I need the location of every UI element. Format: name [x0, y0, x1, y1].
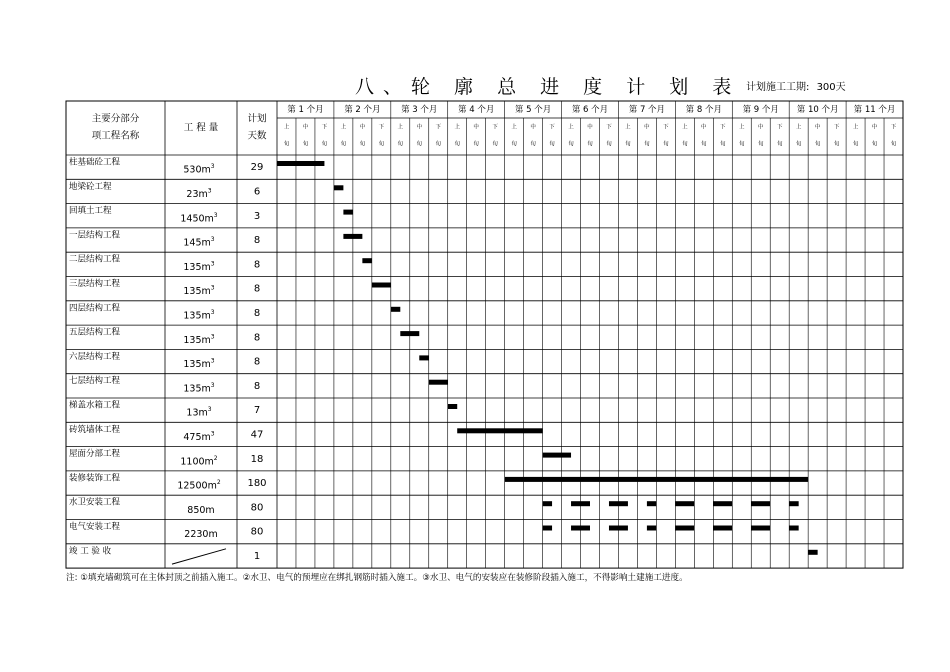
gantt-bar — [647, 526, 656, 531]
subperiod-label: 旬 — [511, 141, 517, 148]
month-label: 第 9 个月 — [742, 105, 779, 115]
task-quantity: $12500m^2$ — [177, 478, 221, 492]
gantt-bar — [400, 331, 419, 336]
subperiod-label: 上 — [795, 124, 802, 131]
task-quantity: $23m^3$ — [186, 186, 212, 200]
gantt-bar — [571, 501, 590, 506]
subperiod-label: 旬 — [795, 141, 802, 148]
gantt-bar — [713, 501, 732, 506]
task-quantity: $13m^3$ — [186, 405, 212, 419]
header-item-name: 项工程名称 — [91, 130, 140, 142]
subperiod-label: 旬 — [473, 141, 479, 148]
subperiod-label: 下 — [321, 124, 328, 131]
task-name: 二层结构工程 — [69, 254, 121, 265]
task-name: 七层结构工程 — [69, 376, 121, 387]
subperiod-label: 下 — [833, 124, 840, 131]
month-label: 第 10 个月 — [796, 105, 839, 115]
task-name: 回填土工程 — [69, 206, 112, 217]
header-quantity: 工 程 量 — [183, 122, 219, 134]
month-label: 第 1 个月 — [287, 105, 324, 115]
subperiod-label: 旬 — [283, 141, 290, 148]
task-quantity: $135m^3$ — [183, 284, 215, 298]
subperiod-label: 下 — [435, 124, 442, 131]
gantt-bar — [372, 283, 391, 288]
task-days: 29 — [250, 162, 264, 174]
task-days: 8 — [253, 259, 261, 271]
gantt-bar — [609, 501, 628, 506]
subperiod-label: 中 — [302, 124, 309, 131]
task-days: 6 — [253, 186, 261, 198]
subperiod-label: 上 — [682, 124, 688, 131]
gantt-bar — [543, 453, 571, 458]
subperiod-label: 上 — [568, 124, 574, 131]
task-days: 18 — [250, 453, 264, 465]
subperiod-label: 旬 — [568, 141, 574, 148]
task-days: 8 — [253, 235, 261, 247]
task-name: 柱基础砼工程 — [69, 157, 121, 168]
gantt-bar — [751, 501, 770, 506]
subperiod-label: 中 — [587, 124, 593, 131]
task-quantity: 850m — [187, 504, 215, 516]
task-days: 1 — [253, 550, 261, 562]
subperiod-label: 上 — [340, 124, 347, 131]
subperiod-label: 旬 — [302, 141, 309, 148]
month-label: 第 5 个月 — [514, 105, 552, 115]
quantity-superscript: 2 — [213, 454, 218, 462]
header-item-name: 主要分部分 — [91, 113, 140, 125]
gantt-bar — [429, 380, 448, 385]
gantt-bar — [277, 161, 324, 166]
quantity-superscript: 3 — [210, 381, 215, 389]
quantity-superscript: 3 — [210, 429, 215, 437]
task-days: 8 — [253, 356, 261, 368]
task-days: 8 — [253, 332, 261, 344]
gantt-bar — [751, 526, 770, 531]
subperiod-label: 下 — [549, 124, 555, 131]
month-label: 第 11 个月 — [853, 105, 896, 115]
month-label: 第 6 个月 — [571, 105, 609, 115]
header-days: 天数 — [247, 130, 267, 142]
task-name: 地梁砼工程 — [69, 181, 112, 192]
quantity-superscript: 3 — [207, 405, 212, 413]
task-name: 屋面分部工程 — [69, 449, 121, 460]
subperiod-label: 旬 — [871, 141, 878, 148]
month-label: 第 2 个月 — [344, 105, 381, 115]
subperiod-label: 旬 — [625, 141, 631, 148]
subperiod-label: 下 — [776, 124, 783, 131]
subperiod-label: 上 — [738, 124, 745, 131]
subperiod-label: 旬 — [644, 141, 650, 148]
gantt-bar — [789, 501, 798, 506]
gantt-bar — [343, 210, 352, 215]
month-label: 第 8 个月 — [685, 105, 722, 115]
task-quantity: $475m^3$ — [183, 429, 215, 443]
task-name: 装修装饰工程 — [69, 473, 121, 484]
subperiod-label: 下 — [890, 124, 897, 131]
task-days: 80 — [250, 526, 264, 538]
header-days: 计划 — [247, 113, 267, 125]
page-title: 八、轮 廓 总 进 度 计 划 表 — [355, 76, 741, 98]
gantt-bar — [419, 355, 428, 360]
subperiod-label: 中 — [757, 124, 764, 131]
gantt-bar — [343, 234, 362, 239]
subperiod-label: 旬 — [682, 141, 688, 148]
task-quantity: $145m^3$ — [183, 235, 215, 249]
subperiod-label: 旬 — [890, 141, 897, 148]
subperiod-label: 旬 — [701, 141, 707, 148]
gantt-bar — [543, 501, 552, 506]
subperiod-label: 旬 — [663, 141, 669, 148]
task-days: 8 — [253, 307, 261, 319]
task-days: 7 — [253, 405, 261, 417]
subperiod-label: 上 — [511, 124, 517, 131]
subperiod-label: 下 — [720, 124, 726, 131]
task-quantity: 2230m — [184, 529, 218, 541]
task-days: 47 — [250, 429, 264, 441]
task-quantity: $135m^3$ — [183, 381, 215, 395]
task-name: 水卫安装工程 — [69, 497, 121, 508]
gantt-bar — [713, 526, 732, 531]
task-name: 电气安装工程 — [69, 522, 121, 532]
quantity-superscript: 3 — [207, 186, 212, 194]
gantt-bar — [808, 550, 817, 555]
gantt-bar — [789, 526, 798, 531]
subperiod-label: 旬 — [776, 141, 783, 148]
task-days: 8 — [253, 380, 261, 392]
subperiod-label: 旬 — [720, 141, 726, 148]
task-quantity: $530m^3$ — [183, 162, 215, 176]
gantt-bar — [675, 526, 694, 531]
gantt-bar — [543, 526, 552, 531]
subperiod-label: 中 — [871, 124, 878, 131]
gantt-bar — [505, 477, 809, 482]
subperiod-label: 中 — [416, 124, 423, 131]
gantt-bar — [675, 501, 694, 506]
quantity-superscript: 3 — [210, 259, 215, 267]
task-name: 竣 工 验 收 — [69, 546, 112, 557]
task-days: 8 — [253, 283, 261, 295]
task-days: 180 — [247, 478, 267, 490]
gantt-bar — [571, 526, 590, 531]
subperiod-label: 中 — [644, 124, 650, 131]
quantity-superscript: 3 — [210, 357, 215, 365]
task-name: 六层结构工程 — [69, 351, 121, 362]
task-days: 3 — [253, 210, 261, 222]
planned-duration-label: 计划施工工期: — [746, 82, 810, 93]
task-name: 梯盖水箱工程 — [69, 400, 121, 411]
subperiod-label: 上 — [397, 124, 404, 131]
subperiod-label: 旬 — [530, 141, 536, 148]
month-label: 第 4 个月 — [458, 105, 495, 115]
subperiod-label: 旬 — [814, 141, 821, 148]
task-quantity: $135m^3$ — [183, 308, 215, 322]
subperiod-label: 下 — [378, 124, 385, 131]
quantity-superscript: 3 — [210, 332, 215, 340]
planned-duration-value: 300天 — [816, 82, 846, 93]
quantity-superscript: 3 — [213, 211, 218, 219]
gantt-bar — [391, 307, 400, 312]
footnote: 注: ①填充墙砌筑可在主体封顶之前插入施工。②水卫、电气的预埋应在绑扎钢筋时插入施工。③水卫、电气的安装应在装修阶段插入施工，不得影响土建施工进度。 — [66, 573, 688, 583]
subperiod-label: 旬 — [435, 141, 442, 148]
subperiod-label: 中 — [530, 124, 536, 131]
subperiod-label: 旬 — [738, 141, 745, 148]
subperiod-label: 旬 — [833, 141, 840, 148]
gantt-bar — [457, 428, 542, 433]
subperiod-label: 中 — [701, 124, 707, 131]
task-quantity: $135m^3$ — [183, 259, 215, 273]
gantt-bar — [609, 526, 628, 531]
gantt-bar — [647, 501, 656, 506]
gantt-bar — [448, 404, 457, 409]
subperiod-label: 旬 — [852, 141, 859, 148]
quantity-superscript: 3 — [210, 162, 215, 170]
subperiod-label: 旬 — [378, 141, 385, 148]
subperiod-label: 旬 — [492, 141, 498, 148]
task-quantity: $135m^3$ — [183, 357, 215, 371]
quantity-superscript: 3 — [210, 235, 215, 243]
subperiod-label: 旬 — [340, 141, 347, 148]
task-quantity: $1450m^3$ — [180, 211, 218, 225]
subperiod-label: 中 — [359, 124, 366, 131]
subperiod-label: 旬 — [397, 141, 404, 148]
task-name: 三层结构工程 — [69, 279, 121, 289]
subperiod-label: 旬 — [549, 141, 555, 148]
gantt-bar — [334, 185, 343, 190]
subperiod-label: 旬 — [359, 141, 366, 148]
subperiod-label: 旬 — [321, 141, 328, 148]
subperiod-label: 下 — [606, 124, 612, 131]
subperiod-label: 中 — [473, 124, 479, 131]
task-name: 四层结构工程 — [69, 303, 121, 314]
quantity-superscript: 2 — [216, 478, 221, 486]
subperiod-label: 上 — [454, 124, 460, 131]
subperiod-label: 上 — [852, 124, 859, 131]
quantity-superscript: 3 — [210, 284, 215, 292]
subperiod-label: 旬 — [606, 141, 612, 148]
quantity-superscript: 3 — [210, 308, 215, 316]
month-label: 第 7 个月 — [628, 105, 666, 115]
subperiod-label: 旬 — [454, 141, 460, 148]
quantity-slash-line — [172, 549, 226, 564]
task-name: 五层结构工程 — [69, 327, 121, 338]
subperiod-label: 旬 — [757, 141, 764, 148]
subperiod-label: 旬 — [416, 141, 423, 148]
subperiod-label: 下 — [492, 124, 498, 131]
month-label: 第 3 个月 — [401, 105, 438, 115]
subperiod-label: 旬 — [587, 141, 593, 148]
subperiod-label: 中 — [814, 124, 821, 131]
gantt-bar — [362, 258, 371, 263]
subperiod-label: 上 — [625, 124, 631, 131]
task-quantity: $1100m^2$ — [180, 454, 218, 468]
subperiod-label: 上 — [283, 124, 290, 131]
task-quantity: $135m^3$ — [183, 332, 215, 346]
subperiod-label: 下 — [663, 124, 669, 131]
task-name: 一层结构工程 — [69, 230, 121, 241]
task-name: 砖筑墙体工程 — [69, 424, 121, 435]
task-days: 80 — [250, 502, 264, 514]
